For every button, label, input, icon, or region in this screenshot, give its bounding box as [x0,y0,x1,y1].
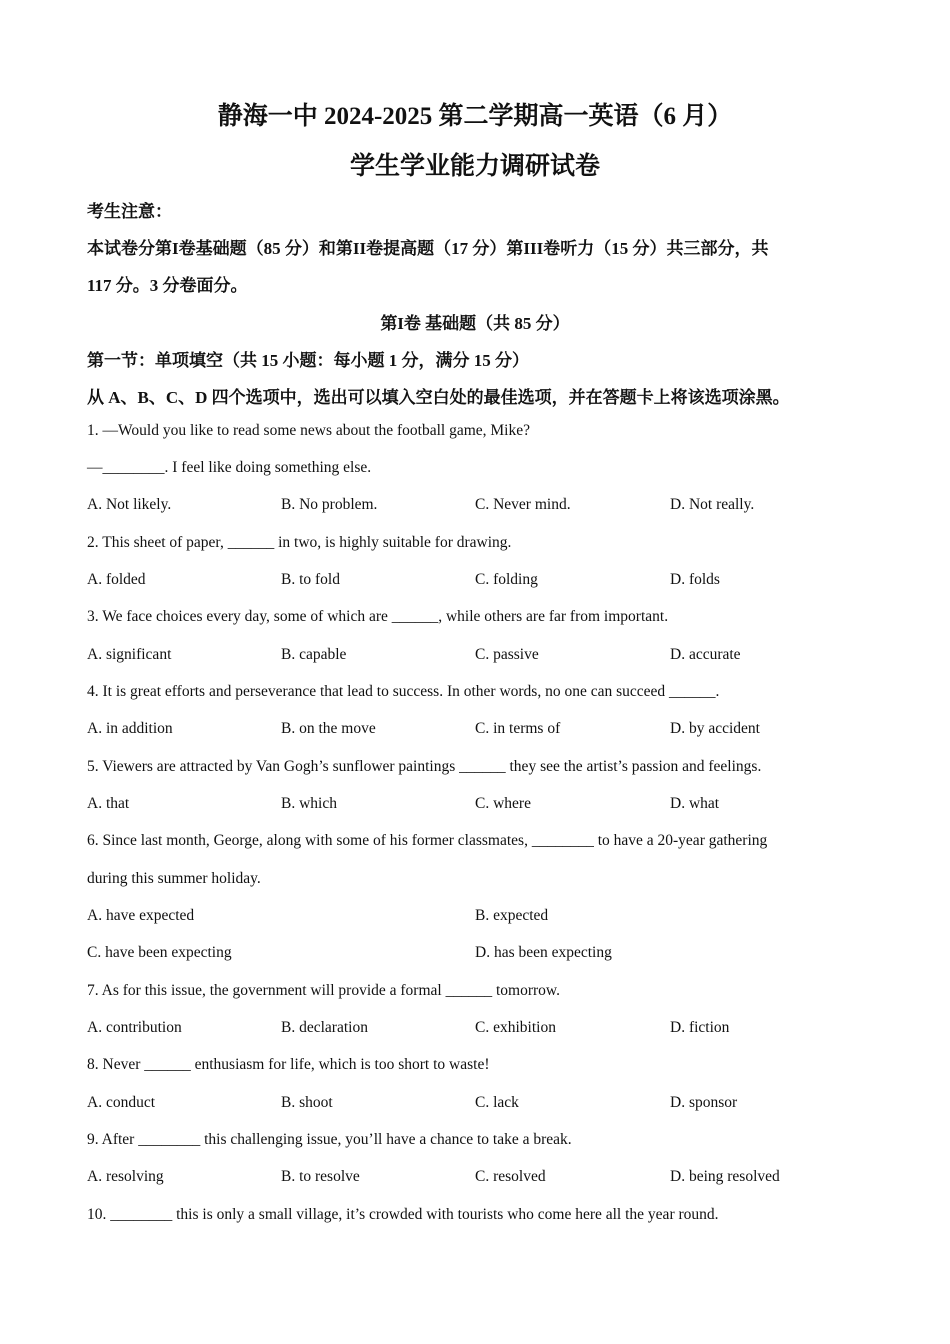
option-row [87,496,867,518]
option-a[interactable]: A. in addition [87,720,173,737]
question-stem-continued: —________. I feel like doing something else. [87,459,372,476]
option-b[interactable]: B. to resolve [281,1168,360,1185]
option-d[interactable]: D. what [670,795,720,812]
option-c[interactable]: C. passive [475,646,539,663]
option-a[interactable]: A. folded [87,571,146,588]
part-heading: 第I卷 基础题（共 85 分） [380,314,570,333]
option-d[interactable]: D. Not really. [670,496,755,513]
option-b[interactable]: B. declaration [281,1019,368,1036]
notice-label: 考生注意： [87,202,172,221]
option-c[interactable]: C. resolved [475,1168,546,1185]
option-row [87,1019,867,1041]
option-a[interactable]: A. Not likely. [87,496,172,513]
question-stem: 10. ________ this is only a small village, it’s crowded with tourists who come here all the year round. [87,1206,719,1223]
section-heading: 第一节：单项填空（共 15 小题：每小题 1 分，满分 15 分） [87,351,529,370]
option-row [87,795,867,817]
notice-line-2: 117 分。3 分卷面分。 [87,276,248,295]
question-stem: 7. As for this issue, the government will provide a formal ______ tomorrow. [87,982,560,999]
option-c[interactable]: C. lack [475,1094,519,1111]
option-c[interactable]: C. folding [475,571,538,588]
question-stem: 1. —Would you like to read some news about the football game, Mike? [87,422,530,439]
question-stem: 4. It is great efforts and perseverance that lead to success. In other words, no one can succeed ______. [87,683,720,700]
option-d[interactable]: D. by accident [670,720,760,737]
question-stem: 8. Never ______ enthusiasm for life, which is too short to waste! [87,1056,490,1073]
question-stem: 2. This sheet of paper, ______ in two, is highly suitable for drawing. [87,534,512,551]
question-stem: 3. We face choices every day, some of which are ______, while others are far from important. [87,608,669,625]
option-a[interactable]: A. significant [87,646,172,663]
option-b[interactable]: B. on the move [281,720,376,737]
option-d[interactable]: D. accurate [670,646,741,663]
option-b[interactable]: B. which [281,795,337,812]
option-d[interactable]: D. fiction [670,1019,730,1036]
notice-line-1: 本试卷分第I卷基础题（85 分）和第II卷提高题（17 分）第III卷听力（15 分）共三部分，共 [87,239,769,258]
option-row [87,646,867,668]
option-row [87,1094,867,1116]
option-a[interactable]: A. contribution [87,1019,182,1036]
option-b[interactable]: B. capable [281,646,347,663]
option-d[interactable]: D. sponsor [670,1094,738,1111]
option-c[interactable]: C. where [475,795,531,812]
option-c[interactable]: C. have been expecting [87,944,232,961]
option-b[interactable]: B. shoot [281,1094,333,1111]
option-a[interactable]: A. have expected [87,907,195,924]
option-a[interactable]: A. that [87,795,130,812]
option-row [87,720,867,742]
option-d[interactable]: D. has been expecting [475,944,612,961]
exam-title-line-1: 静海一中 2024-2025 第二学期高一英语（6 月） [217,103,733,130]
question-stem: 6. Since last month, George, along with some of his former classmates, ________ to have a 20-year gathering [87,832,768,849]
option-row [87,907,867,929]
option-d[interactable]: D. being resolved [670,1168,780,1185]
option-d[interactable]: D. folds [670,571,720,588]
option-a[interactable]: A. conduct [87,1094,156,1111]
option-b[interactable]: B. to fold [281,571,340,588]
option-b[interactable]: B. No problem. [281,496,378,513]
option-a[interactable]: A. resolving [87,1168,164,1185]
option-row [87,944,867,966]
question-stem-continued: during this summer holiday. [87,870,261,887]
question-stem: 5. Viewers are attracted by Van Gogh’s sunflower paintings ______ they see the artist’s passion and feelings. [87,758,762,775]
option-b[interactable]: B. expected [475,907,549,924]
section-instruction: 从 A、B、C、D 四个选项中，选出可以填入空白处的最佳选项，并在答题卡上将该选项涂黑。 [87,388,790,407]
option-row [87,1168,867,1190]
option-row [87,571,867,593]
option-c[interactable]: C. exhibition [475,1019,556,1036]
option-c[interactable]: C. Never mind. [475,496,571,513]
question-stem: 9. After ________ this challenging issue, you’ll have a chance to take a break. [87,1131,572,1148]
option-c[interactable]: C. in terms of [475,720,561,737]
exam-title-line-2: 学生学业能力调研试卷 [349,153,600,180]
